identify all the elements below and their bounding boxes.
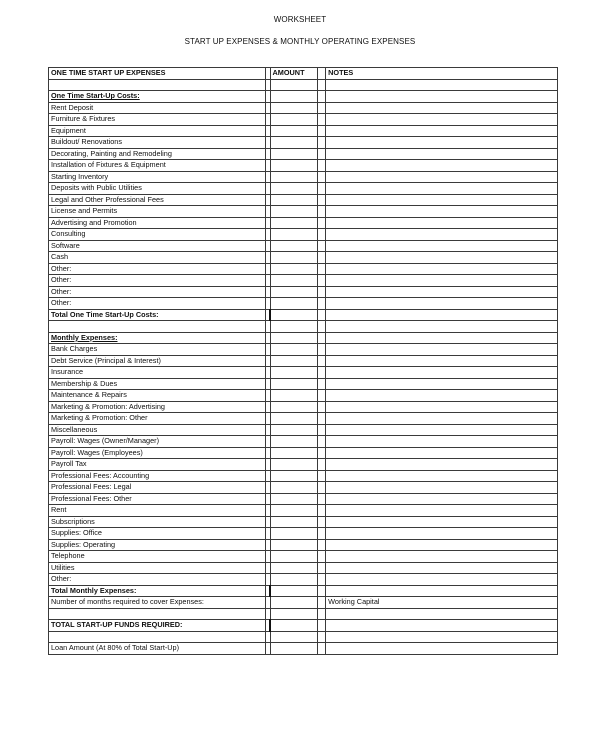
notes-column-header: NOTES	[326, 68, 558, 80]
amount-cell[interactable]	[270, 631, 317, 643]
notes-cell[interactable]	[326, 171, 558, 183]
section-row	[49, 332, 558, 344]
table-row	[49, 608, 558, 620]
row-label: TOTAL START-UP FUNDS REQUIRED:	[49, 620, 266, 632]
notes-cell[interactable]	[326, 516, 558, 528]
amount-cell[interactable]	[270, 505, 317, 517]
total-row	[49, 309, 558, 321]
amount-cell[interactable]	[270, 91, 317, 103]
row-label: Advertising and Promotion	[49, 217, 266, 229]
amount-cell[interactable]	[270, 516, 317, 528]
notes-cell[interactable]	[326, 562, 558, 574]
table-row	[49, 436, 558, 448]
spacer-cell	[317, 597, 325, 609]
notes-cell[interactable]	[326, 367, 558, 379]
row-label: Total Monthly Expenses:	[49, 585, 266, 597]
notes-cell[interactable]	[326, 493, 558, 505]
amount-cell[interactable]	[270, 585, 317, 597]
table-row	[49, 240, 558, 252]
spacer-cell	[317, 309, 325, 321]
amount-cell[interactable]	[270, 137, 317, 149]
table-row	[49, 470, 558, 482]
row-label: Utilities	[49, 562, 266, 574]
row-label: Furniture & Fixtures	[49, 114, 266, 126]
notes-cell[interactable]	[326, 206, 558, 218]
amount-cell[interactable]	[270, 413, 317, 425]
spacer-cell	[317, 125, 325, 137]
table-row	[49, 424, 558, 436]
table-row	[49, 102, 558, 114]
row-label: Number of months required to cover Expenses:	[49, 597, 266, 609]
row-label: Total One Time Start-Up Costs:	[49, 309, 266, 321]
table-row	[49, 137, 558, 149]
spacer-cell	[317, 620, 325, 632]
row-label: Marketing & Promotion: Advertising	[49, 401, 266, 413]
spacer-cell	[317, 482, 325, 494]
amount-cell[interactable]	[270, 390, 317, 402]
row-label: Maintenance & Repairs	[49, 390, 266, 402]
amount-cell[interactable]	[270, 286, 317, 298]
row-label: Other:	[49, 286, 266, 298]
notes-cell[interactable]: Working Capital	[326, 597, 558, 609]
amount-cell[interactable]	[270, 125, 317, 137]
table-row	[49, 413, 558, 425]
row-label	[49, 631, 266, 643]
notes-cell[interactable]	[326, 194, 558, 206]
row-label: Other:	[49, 574, 266, 586]
table-row	[49, 298, 558, 310]
amount-cell[interactable]	[270, 355, 317, 367]
row-label: Other:	[49, 298, 266, 310]
notes-cell[interactable]	[326, 620, 558, 632]
row-label: Professional Fees: Legal	[49, 482, 266, 494]
notes-cell[interactable]	[326, 470, 558, 482]
spacer-cell	[317, 240, 325, 252]
table-row	[49, 229, 558, 241]
spacer-cell	[317, 390, 325, 402]
notes-cell[interactable]	[326, 631, 558, 643]
page-title: WORKSHEET	[273, 15, 327, 24]
table-row	[49, 539, 558, 551]
notes-cell[interactable]	[326, 413, 558, 425]
notes-cell[interactable]	[326, 482, 558, 494]
amount-cell[interactable]	[270, 79, 317, 91]
notes-cell[interactable]	[326, 217, 558, 229]
spacer-cell	[317, 378, 325, 390]
spacer-cell	[317, 206, 325, 218]
row-label	[49, 608, 266, 620]
row-label	[49, 79, 266, 91]
row-label: Supplies: Operating	[49, 539, 266, 551]
row-label: Professional Fees: Other	[49, 493, 266, 505]
notes-cell[interactable]	[326, 505, 558, 517]
amount-cell[interactable]	[270, 160, 317, 172]
notes-cell[interactable]	[326, 378, 558, 390]
spacer-cell	[317, 413, 325, 425]
notes-cell[interactable]	[326, 79, 558, 91]
spacer-cell	[317, 643, 325, 655]
notes-cell[interactable]	[326, 447, 558, 459]
table-row	[49, 160, 558, 172]
row-label: Installation of Fixtures & Equipment	[49, 160, 266, 172]
table-row	[49, 217, 558, 229]
spacer-cell	[317, 401, 325, 413]
spacer-cell	[317, 286, 325, 298]
row-label: Deposits with Public Utilities	[49, 183, 266, 195]
notes-cell[interactable]	[326, 125, 558, 137]
amount-cell[interactable]	[270, 562, 317, 574]
spacer-cell	[317, 344, 325, 356]
notes-cell[interactable]	[326, 263, 558, 275]
spacer-cell	[317, 562, 325, 574]
table-row	[49, 447, 558, 459]
spacer-cell	[317, 263, 325, 275]
spacer-cell	[317, 528, 325, 540]
spacer-cell	[317, 631, 325, 643]
amount-cell[interactable]	[270, 447, 317, 459]
spacer-cell	[317, 160, 325, 172]
table-row	[49, 206, 558, 218]
spacer-cell	[317, 332, 325, 344]
spacer-cell	[317, 493, 325, 505]
spacer-cell	[317, 539, 325, 551]
row-label: Rent	[49, 505, 266, 517]
row-label: Equipment	[49, 125, 266, 137]
table-row	[49, 401, 558, 413]
item-column-header: ONE TIME START UP EXPENSES	[49, 68, 266, 80]
row-label: Other:	[49, 263, 266, 275]
table-row	[49, 275, 558, 287]
row-label: License and Permits	[49, 206, 266, 218]
spacer-cell	[317, 470, 325, 482]
row-label: Payroll: Wages (Employees)	[49, 447, 266, 459]
table-row	[49, 125, 558, 137]
table-row	[49, 482, 558, 494]
row-label: Membership & Dues	[49, 378, 266, 390]
row-label: Professional Fees: Accounting	[49, 470, 266, 482]
notes-cell[interactable]	[326, 424, 558, 436]
row-label: Monthly Expenses:	[49, 332, 266, 344]
notes-cell[interactable]	[326, 608, 558, 620]
amount-cell[interactable]	[270, 470, 317, 482]
notes-cell[interactable]	[326, 401, 558, 413]
amount-cell[interactable]	[270, 252, 317, 264]
row-label: Loan Amount (At 80% of Total Start-Up)	[49, 643, 266, 655]
row-label: Buildout/ Renovations	[49, 137, 266, 149]
spacer-cell	[317, 505, 325, 517]
table-row	[49, 505, 558, 517]
spacer-cell	[317, 102, 325, 114]
notes-cell[interactable]	[326, 332, 558, 344]
spacer-cell	[317, 367, 325, 379]
table-row	[49, 493, 558, 505]
spacer-cell	[317, 137, 325, 149]
amount-cell[interactable]	[270, 482, 317, 494]
amount-cell[interactable]	[270, 424, 317, 436]
amount-cell[interactable]	[270, 102, 317, 114]
spacer-cell	[317, 574, 325, 586]
header-row	[49, 68, 558, 80]
row-label: Miscellaneous	[49, 424, 266, 436]
row-label: Rent Deposit	[49, 102, 266, 114]
spacer-cell	[317, 608, 325, 620]
row-label: Subscriptions	[49, 516, 266, 528]
table-row	[49, 263, 558, 275]
amount-cell[interactable]	[270, 275, 317, 287]
table-row	[49, 194, 558, 206]
amount-cell[interactable]	[270, 608, 317, 620]
spacer-cell	[317, 148, 325, 160]
notes-cell[interactable]	[326, 344, 558, 356]
table-row	[49, 252, 558, 264]
total-row	[49, 585, 558, 597]
amount-cell[interactable]	[270, 148, 317, 160]
row-label: Bank Charges	[49, 344, 266, 356]
amount-cell[interactable]	[270, 263, 317, 275]
amount-cell[interactable]	[270, 344, 317, 356]
amount-cell[interactable]	[270, 378, 317, 390]
amount-cell[interactable]	[270, 194, 317, 206]
notes-cell[interactable]	[326, 551, 558, 563]
spacer-cell	[317, 551, 325, 563]
spacer-cell	[317, 68, 325, 80]
spacer-cell	[317, 275, 325, 287]
amount-cell[interactable]	[270, 332, 317, 344]
table-row	[49, 79, 558, 91]
notes-cell[interactable]	[326, 528, 558, 540]
spacer-cell	[317, 91, 325, 103]
spacer-cell	[317, 516, 325, 528]
notes-cell[interactable]	[326, 436, 558, 448]
amount-cell[interactable]	[270, 401, 317, 413]
row-label: Debt Service (Principal & Interest)	[49, 355, 266, 367]
spacer-cell	[317, 424, 325, 436]
spacer-cell	[317, 217, 325, 229]
notes-cell[interactable]	[326, 148, 558, 160]
amount-cell[interactable]	[270, 171, 317, 183]
notes-cell[interactable]	[326, 137, 558, 149]
notes-cell[interactable]	[326, 574, 558, 586]
amount-column-header: AMOUNT	[270, 68, 317, 80]
spacer-cell	[317, 436, 325, 448]
row-label: Legal and Other Professional Fees	[49, 194, 266, 206]
row-label: Cash	[49, 252, 266, 264]
notes-cell[interactable]	[326, 459, 558, 471]
amount-cell[interactable]	[270, 206, 317, 218]
notes-cell[interactable]	[326, 252, 558, 264]
table-row	[49, 562, 558, 574]
spacer-cell	[317, 171, 325, 183]
notes-cell[interactable]	[326, 183, 558, 195]
row-label: Telephone	[49, 551, 266, 563]
table-row	[49, 378, 558, 390]
notes-cell[interactable]	[326, 229, 558, 241]
page-subtitle: START UP EXPENSES & MONTHLY OPERATING EXPENSES	[184, 37, 416, 46]
row-label	[49, 321, 266, 333]
spacer-cell	[317, 194, 325, 206]
table-row	[49, 551, 558, 563]
table-row	[49, 643, 558, 655]
amount-cell[interactable]	[270, 240, 317, 252]
amount-cell[interactable]	[270, 217, 317, 229]
table-row	[49, 459, 558, 471]
notes-cell[interactable]	[326, 286, 558, 298]
total-row	[49, 620, 558, 632]
spacer-cell	[317, 585, 325, 597]
table-row	[49, 516, 558, 528]
table-row	[49, 574, 558, 586]
notes-cell[interactable]	[326, 275, 558, 287]
row-label: Software	[49, 240, 266, 252]
amount-cell[interactable]	[270, 298, 317, 310]
amount-cell[interactable]	[270, 528, 317, 540]
notes-cell[interactable]	[326, 390, 558, 402]
table-row	[49, 286, 558, 298]
notes-cell[interactable]	[326, 309, 558, 321]
amount-cell[interactable]	[270, 114, 317, 126]
row-label: Payroll: Wages (Owner/Manager)	[49, 436, 266, 448]
row-label: Marketing & Promotion: Other	[49, 413, 266, 425]
notes-cell[interactable]	[326, 643, 558, 655]
row-label: One Time Start-Up Costs:	[49, 91, 266, 103]
table-row	[49, 367, 558, 379]
amount-cell[interactable]	[270, 574, 317, 586]
amount-cell[interactable]	[270, 459, 317, 471]
notes-cell[interactable]	[326, 298, 558, 310]
row-label: Decorating, Painting and Remodeling	[49, 148, 266, 160]
table-row	[49, 148, 558, 160]
amount-cell[interactable]	[270, 597, 317, 609]
row-label: Payroll Tax	[49, 459, 266, 471]
spacer-cell	[317, 298, 325, 310]
row-label: Other:	[49, 275, 266, 287]
expense-worksheet-table	[48, 67, 558, 655]
amount-cell[interactable]	[270, 620, 317, 632]
amount-cell[interactable]	[270, 643, 317, 655]
notes-cell[interactable]	[326, 240, 558, 252]
table-row	[49, 321, 558, 333]
row-label: Starting Inventory	[49, 171, 266, 183]
table-row	[49, 355, 558, 367]
section-row	[49, 91, 558, 103]
amount-cell[interactable]	[270, 229, 317, 241]
table-row	[49, 597, 558, 609]
spacer-cell	[317, 321, 325, 333]
row-label: Consulting	[49, 229, 266, 241]
table-row	[49, 344, 558, 356]
notes-cell[interactable]	[326, 102, 558, 114]
notes-cell[interactable]	[326, 321, 558, 333]
notes-cell[interactable]	[326, 91, 558, 103]
table-row	[49, 390, 558, 402]
row-label: Insurance	[49, 367, 266, 379]
amount-cell[interactable]	[270, 183, 317, 195]
spacer-cell	[317, 79, 325, 91]
notes-cell[interactable]	[326, 539, 558, 551]
amount-cell[interactable]	[270, 367, 317, 379]
spacer-cell	[317, 252, 325, 264]
spacer-cell	[317, 229, 325, 241]
spacer-cell	[317, 183, 325, 195]
amount-cell[interactable]	[270, 539, 317, 551]
table-row	[49, 183, 558, 195]
spacer-cell	[317, 447, 325, 459]
table-row	[49, 631, 558, 643]
table-row	[49, 114, 558, 126]
amount-cell[interactable]	[270, 551, 317, 563]
row-label: Supplies: Office	[49, 528, 266, 540]
amount-cell[interactable]	[270, 436, 317, 448]
table-row	[49, 528, 558, 540]
notes-cell[interactable]	[326, 160, 558, 172]
spacer-cell	[317, 355, 325, 367]
notes-cell[interactable]	[326, 585, 558, 597]
notes-cell[interactable]	[326, 355, 558, 367]
notes-cell[interactable]	[326, 114, 558, 126]
amount-cell[interactable]	[270, 309, 317, 321]
spacer-cell	[317, 459, 325, 471]
table-row	[49, 171, 558, 183]
amount-cell[interactable]	[270, 493, 317, 505]
amount-cell[interactable]	[270, 321, 317, 333]
spacer-cell	[317, 114, 325, 126]
